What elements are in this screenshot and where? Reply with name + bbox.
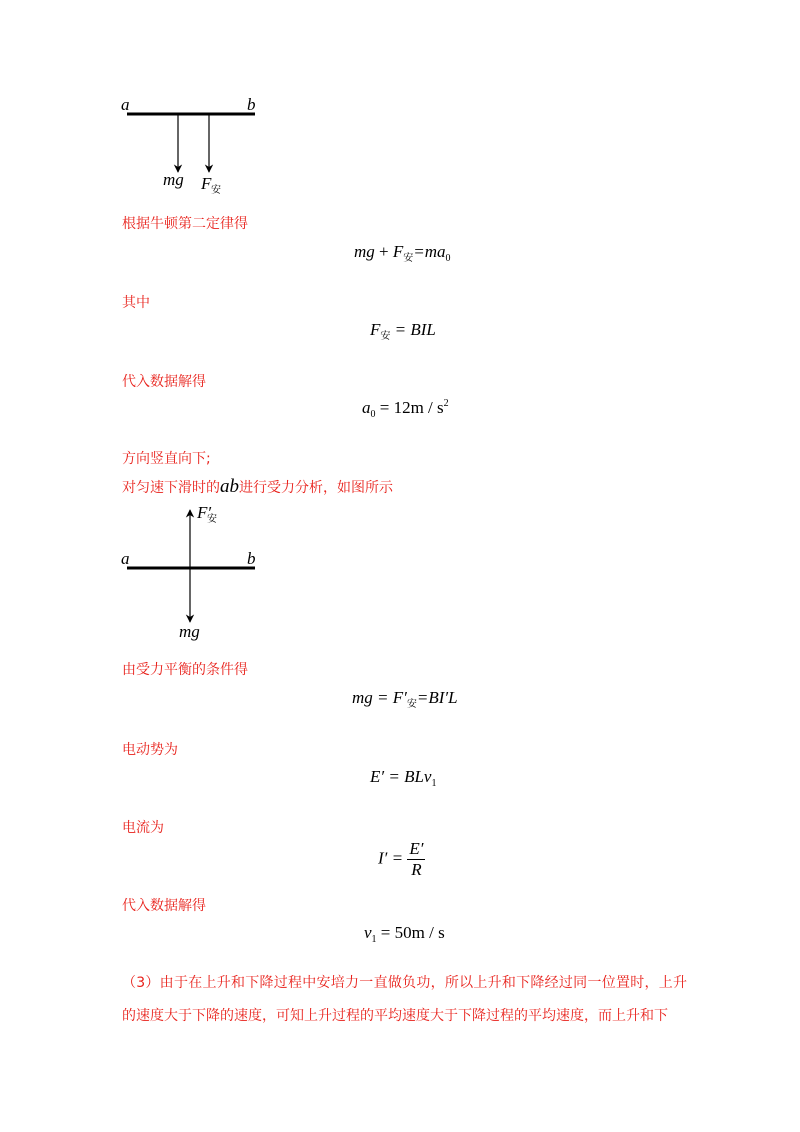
paragraph-part3: （3）由于在上升和下降过程中安培力一直做负功，所以上升和下降经过同一位置时，上升的速度大于下降的速度，可知上升过程的平均速度大于下降过程的平均速度，而上升和下 (122, 975, 687, 1024)
text-where: 其中 (122, 295, 150, 311)
force-diagram-2 (115, 500, 275, 645)
equation-3: $a_0 = 12m / s^2$ (362, 398, 449, 420)
label-b: b (247, 549, 256, 568)
text-newton: 根据牛顿第二定律得 (122, 216, 248, 232)
label-a: a (121, 95, 130, 114)
equation-2: $F_安$ = BIL (370, 320, 436, 342)
label-mg: mg (179, 622, 200, 641)
text-analysis: 对匀速下滑时的ab进行受力分析，如图所示 (122, 476, 393, 497)
text-current: 电流为 (122, 820, 164, 836)
label-F-prime: F′ (197, 503, 212, 522)
text-equilibrium: 由受力平衡的条件得 (122, 662, 248, 678)
label-F: F (201, 174, 212, 193)
text-direction: 方向竖直向下; (122, 451, 211, 467)
label-F-prime-sub: 安 (207, 514, 217, 525)
text-emf: 电动势为 (122, 742, 178, 758)
label-mg: mg (163, 170, 184, 189)
text-substitute-2: 代入数据解得 (122, 898, 206, 914)
label-F-sub: 安 (211, 185, 221, 196)
equation-5: E′ = BLv$_1$ (370, 767, 437, 789)
text-substitute-1: 代入数据解得 (122, 374, 206, 390)
equation-7: $v_1 = 50m / s$ (364, 923, 445, 945)
force-diagram-1 (115, 92, 275, 202)
equation-4: mg = $F'_安=BI'L$ (352, 688, 458, 710)
equation-1: mg + $F_安=ma_0$ (354, 242, 451, 264)
label-b: b (247, 95, 256, 114)
equation-6: I′ = $\frac{E'}{R}$ (378, 839, 424, 879)
label-a: a (121, 549, 130, 568)
